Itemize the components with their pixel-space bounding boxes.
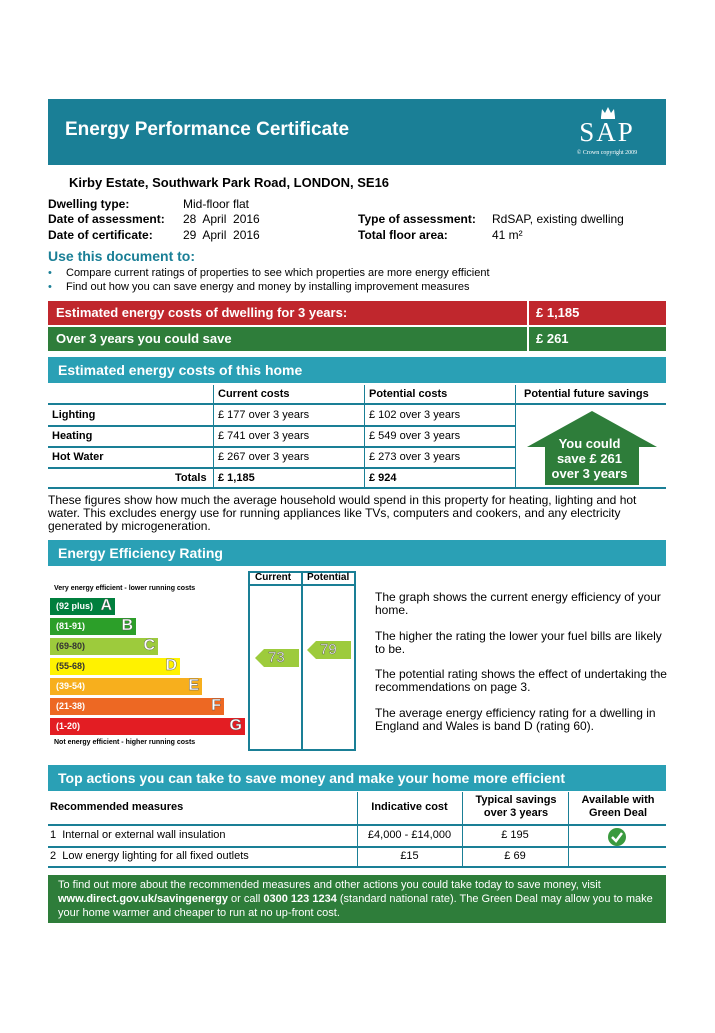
rating-band-a [50,598,115,615]
rating-paragraph: The average energy efficiency rating for a dwelling in England and Wales is band D (rating 60). [375,706,656,733]
use-document-title: Use this document to: [48,248,196,264]
header-current-costs: Current costs [218,388,290,400]
tick-icon [607,827,627,847]
bullet-icon: • [48,267,52,279]
band-letter: A [100,597,112,614]
row-hot-water-current: £ 267 over 3 years [218,451,310,463]
dwelling-type-label: Dwelling type: [48,197,130,211]
band-range: (92 plus) [56,601,94,611]
rating-band-e [50,678,202,695]
row-hot-water-label: Hot Water [52,451,104,463]
estimated-costs-bar [48,301,666,325]
footer-info: To find out more about the recommended measures and other actions you could take today to save money, visit www.direct.gov.uk/savingenergy or call 0300 123 1234 (standard national rate). The Green Deal may allow you to make your home warmer and cheaper to run at no up-front cost. [48,875,666,923]
sap-copyright: © Crown copyright 2009 [576,150,638,156]
row-heating-current: £ 741 over 3 years [218,430,310,442]
totals-label: Totals [175,472,207,484]
row-lighting-potential: £ 102 over 3 years [369,409,461,421]
rating-band-c [50,638,158,655]
table-row: 2 Low energy lighting for all fixed outlets [50,850,249,862]
savingenergy-link[interactable]: www.direct.gov.uk/savingenergy [58,893,228,905]
estimated-costs-label: Estimated energy costs of dwelling for 3 years: [48,301,527,325]
list-item: • Compare current ratings of properties to see which properties are more energy efficient [48,267,490,279]
rating-paragraph: The potential rating shows the effect of undertaking the recommendations on page 3. [375,667,667,694]
sap-logo [562,105,652,159]
band-range: (81-91) [56,621,86,631]
header-savings: Typical savings over 3 years [475,794,557,819]
rating-band-f [50,698,224,715]
header-future-savings: Potential future savings [524,388,649,400]
savings-value: £ 261 [529,327,666,351]
floor-area-value: 41 m² [492,228,523,242]
header-green-deal: Available with Green Deal [581,794,655,819]
row-1-savings: £ 195 [501,829,529,841]
header-potential-costs: Potential costs [369,388,448,400]
potential-rating-value: 79 [320,641,337,658]
energy-rating-chart [48,571,358,751]
certificate-header [48,99,666,165]
actions-section-title: Top actions you can take to save money and make your home more efficient [48,765,666,791]
band-letter: C [143,637,155,654]
rating-section-title: Energy Efficiency Rating [48,540,666,566]
costs-explanation: These figures show how much the average household would spend in this property for heating, lighting and hot water. This excludes energy use for running appliances like TVs, computers and cookers, and any electricity generated by microgeneration. [48,493,637,533]
band-range: (55-68) [56,661,86,671]
assessment-type-label: Type of assessment: [358,212,476,226]
row-1-cost: £4,000 - £14,000 [367,829,452,841]
header-measures: Recommended measures [50,801,184,813]
band-letter: E [188,677,199,694]
band-letter: F [211,697,221,714]
row-2-cost: £15 [400,850,419,862]
totals-potential: £ 924 [369,472,397,484]
band-range: (21-38) [56,701,86,711]
floor-area-label: Total floor area: [358,228,448,242]
assessment-date-value: 28 April 2016 [183,212,260,226]
bullet-icon: • [48,281,52,293]
band-letter: D [165,657,177,674]
rating-paragraph: The higher the rating the lower your fuel bills are likely to be. [375,629,662,656]
row-heating-potential: £ 549 over 3 years [369,430,461,442]
rating-band-d [50,658,180,675]
band-range: (69-80) [56,641,86,651]
band-range: (39-54) [56,681,86,691]
savings-callout: You could save £ 261 over 3 years [551,436,628,481]
column-potential: Potential [307,572,350,583]
assessment-date-label: Date of assessment: [48,212,165,226]
rating-paragraph: The graph shows the current energy efficiency of your home. [375,590,661,617]
costs-section-title: Estimated energy costs of this home [48,357,666,383]
phone-number: 0300 123 1234 [263,893,337,905]
list-item: • Find out how you can save energy and money by installing improvement measures [48,281,470,293]
current-rating-value: 73 [268,649,285,666]
estimated-costs-value: £ 1,185 [529,301,666,325]
row-2-savings: £ 69 [504,850,526,862]
rating-band-b [50,618,136,635]
certificate-date-value: 29 April 2016 [183,228,260,242]
property-address: Kirby Estate, Southwark Park Road, LONDON, SE16 [69,175,390,190]
band-letter: G [229,717,242,734]
rating-band-g [50,718,245,735]
actions-table [48,792,666,868]
row-lighting-label: Lighting [52,409,96,421]
chart-top-note: Very energy efficient - lower running costs [54,585,196,592]
sap-logo-text: SAP [579,117,635,147]
table-row: 1 Internal or external wall insulation [50,829,226,841]
band-letter: B [121,617,133,634]
chart-bottom-note: Not energy efficient - higher running costs [54,739,196,746]
row-hot-water-potential: £ 273 over 3 years [369,451,461,463]
column-current: Current [255,572,292,583]
totals-current: £ 1,185 [218,472,255,484]
certificate-date-label: Date of certificate: [48,228,153,242]
savings-bar [48,327,666,351]
band-range: (1-20) [56,721,81,731]
header-cost: Indicative cost [371,801,448,813]
assessment-type-value: RdSAP, existing dwelling [492,212,624,226]
row-lighting-current: £ 177 over 3 years [218,409,310,421]
row-heating-label: Heating [52,430,93,442]
savings-label: Over 3 years you could save [48,327,527,351]
dwelling-type-value: Mid-floor flat [183,197,250,211]
page-title: Energy Performance Certificate [65,119,350,140]
